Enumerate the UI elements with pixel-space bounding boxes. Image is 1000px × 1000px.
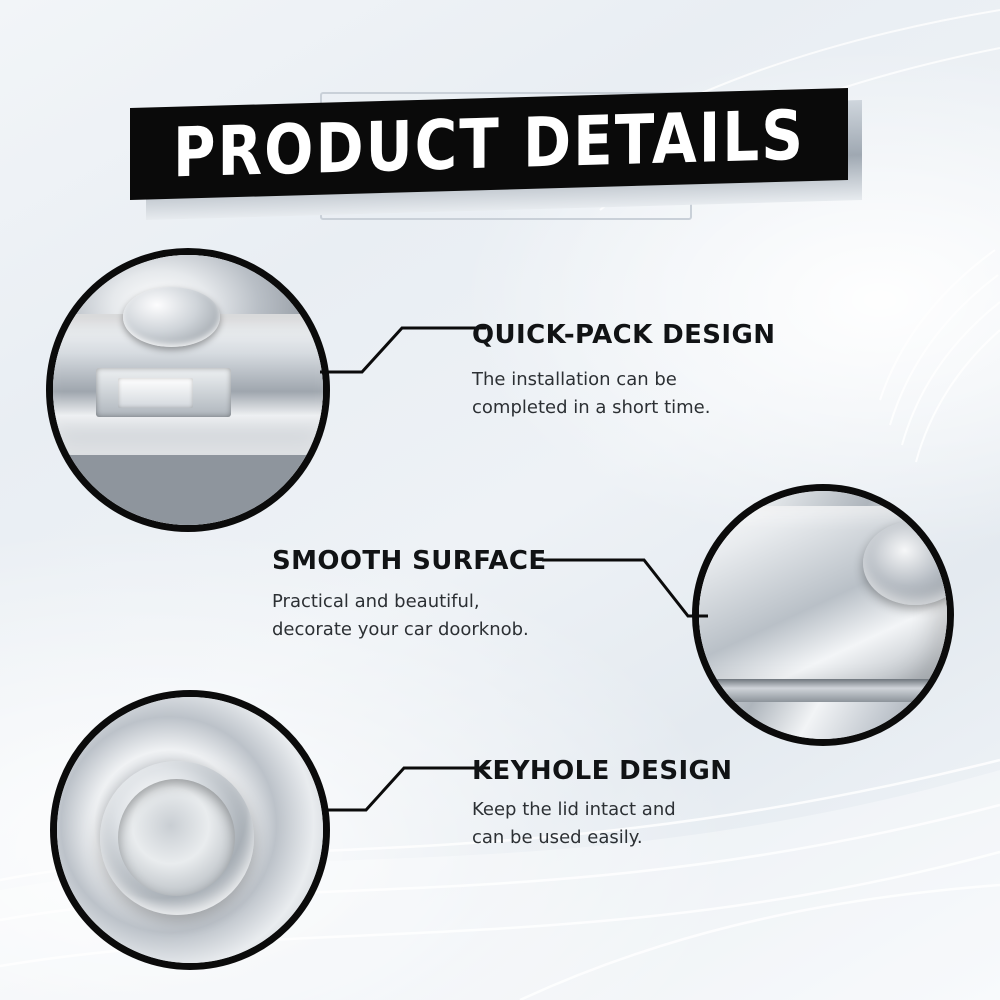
feature-body-line2: completed in a short time. <box>472 397 711 418</box>
title-banner <box>130 96 870 216</box>
feature-title-quick-pack-design: QUICK-PACK DESIGN <box>472 320 776 350</box>
feature-body-line2: can be used easily. <box>472 827 643 848</box>
handle-edge-shape <box>692 679 947 701</box>
leader-line-quick-pack-design <box>318 316 488 376</box>
feature-title-keyhole-design: KEYHOLE DESIGN <box>472 756 733 786</box>
feature-body-smooth-surface <box>272 588 612 644</box>
handle-recess-shape <box>123 287 220 346</box>
feature-body-line2: decorate your car doorknob. <box>272 619 529 640</box>
feature-body-keyhole-design <box>472 796 792 852</box>
feature-image-smooth-surface <box>692 484 954 746</box>
feature-image-keyhole-design <box>50 690 330 970</box>
handle-slot-inner-shape <box>118 378 194 408</box>
page-title: PRODUCT DETAILS <box>172 95 806 193</box>
leader-line-keyhole-design <box>322 756 492 814</box>
keyhole-ring-inner-shape <box>118 779 235 896</box>
feature-body-line1: Keep the lid intact and <box>472 799 676 820</box>
feature-body-line1: The installation can be <box>472 369 677 390</box>
feature-body-line1: Practical and beautiful, <box>272 591 480 612</box>
chrome-part-photo <box>699 491 947 739</box>
feature-title-smooth-surface: SMOOTH SURFACE <box>272 546 547 576</box>
chrome-part-photo <box>57 697 323 963</box>
feature-body-quick-pack-design <box>472 366 792 422</box>
chrome-part-photo <box>53 255 323 525</box>
feature-image-quick-pack-design <box>46 248 330 532</box>
